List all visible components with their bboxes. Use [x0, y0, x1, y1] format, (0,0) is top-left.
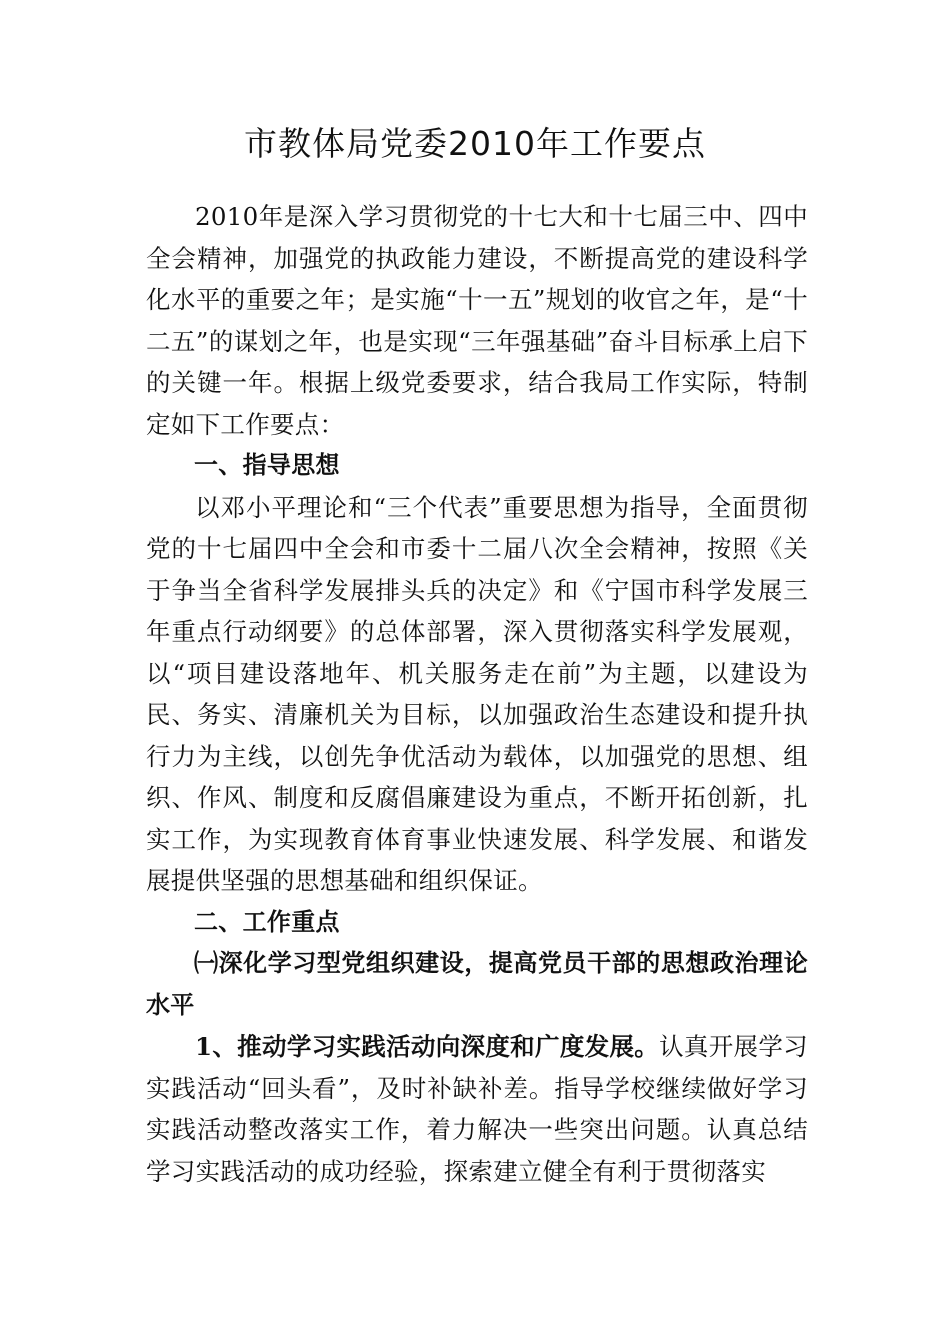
section-heading-guiding-ideology: 一、指导思想: [194, 451, 340, 479]
intro-paragraph: 2010年是深入学习贯彻党的十七大和十七届三中、四中全会精神，加强党的执政能力建设，不断提高党的建设科学化水平的重要之年；是实施“十一五”规划的收官之年，是“十二五”的谋划之年，也是实现“三年强基础”奋斗目标承上启下的关键一年。根据上级党委要求，结合我局工作实际，特制定如下工作要点：: [146, 202, 808, 439]
section-heading-work-priorities: 二、工作重点: [194, 907, 340, 936]
item-body-text: 认真开展学习实践活动“回头看”，及时补缺补差。指导学校继续做好学习实践活动整改落实工作，着力解决一些突出问题。认真总结学习实践活动的成功经验，探索建立健全有利于贯彻落实: [146, 1032, 808, 1186]
document-body: [146, 196, 808, 1192]
subsection-heading-learning-organization: ㈠深化学习型党组织建设，提高党员干部的思想政治理论水平: [146, 949, 808, 1019]
document-title: 市教体局党委2010年工作要点: [244, 124, 706, 163]
guiding-ideology-paragraph: 以邓小平理论和“三个代表”重要思想为指导，全面贯彻党的十七届四中全会和市委十二届八次全会精神，按照《关于争当全省科学发展排头兵的决定》和《宁国市科学发展三年重点行动纲要》的总体部署，深入贯彻落实科学发展观，以“项目建设落地年、机关服务走在前”为主题，以建设为民、务实、清廉机关为目标，以加强政治生态建设和提升执行力为主线，以创先争优活动为载体，以加强党的思想、组织、作风、制度和反腐倡廉建设为重点，不断开拓创新，扎实工作，为实现教育体育事业快速发展、科学发展、和谐发展提供坚强的思想基础和组织保证。: [146, 492, 808, 895]
item-lead-text: 1、推动学习实践活动向深度和广度发展。: [195, 1032, 660, 1061]
item-paragraph-1: [146, 1026, 808, 1192]
